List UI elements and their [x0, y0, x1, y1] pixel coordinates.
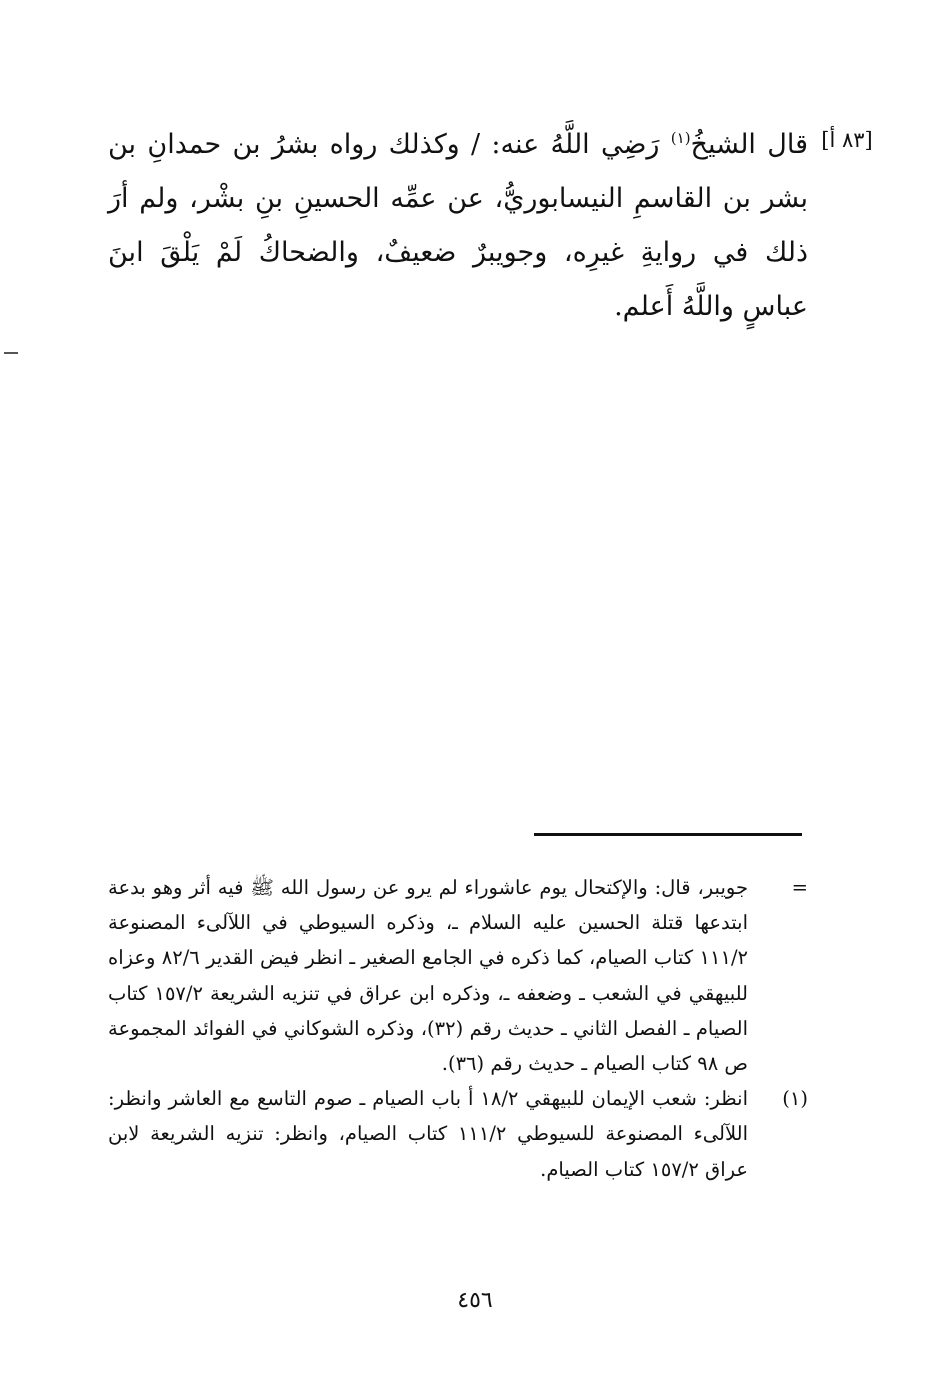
footnote-separator-rule — [534, 833, 802, 836]
footnote-continuation — [108, 870, 808, 1081]
main-text-rest: رَضِي اللَّهُ عنه: / وكذلك رواه بشرُ بن حمدانِ بن بشر بن القاسمِ النيسابوريُّ، عن عمِّه الحسينِ بنِ بشْر، ولم أرَ ذلك في روايةِ غيرِه، وجويبرٌ ضعيفٌ، والضحاكُ لَمْ يَلْقَ ابنَ عباسٍ واللَّهُ أَعلم. — [108, 129, 808, 322]
footnote-text: انظر: شعب الإيمان للبيهقي ١٨/٢ أ باب الصيام ـ صوم التاسع مع العاشر وانظر: اللآلىء المصنوعة للسيوطي ١١١/٢ كتاب الصيام، وانظر: تنزيه الشريعة لابن عراق ١٥٧/٢ كتاب الصيام. — [108, 1087, 748, 1181]
page-number: ٤٥٦ — [457, 1288, 493, 1313]
scan-speck — [4, 352, 18, 354]
footnote-mark: (١) — [782, 1087, 808, 1111]
footnotes-section — [108, 870, 808, 1187]
main-text-paragraph — [108, 118, 808, 334]
footnote-mark: = — [791, 876, 808, 899]
footnote-reference-marker: (١) — [670, 129, 691, 147]
margin-folio-reference: [٨٣ أ] — [821, 128, 873, 152]
footnote-text: جويبر، قال: والإكتحال يوم عاشوراء لم يرو عن رسول الله ﷺ فيه أثر وهو بدعة ابتدعها قتلة الحسين عليه السلام ـ، وذكره السيوطي في اللآلىء المصنوعة ١١١/٢ كتاب الصيام، كما ذكره في الجامع الصغير ـ انظر فيض القدير ٨٢/٦ وعزاه للبيهقي في الشعب ـ وضعفه ـ، وذكره ابن عراق في تنزيه الشريعة ١٥٧/٢ كتاب الصيام ـ الفصل الثاني ـ حديث رقم (٣٢)، وذكره الشوكاني في الفوائد المجموعة ص ٩٨ كتاب الصيام ـ حديث رقم (٣٦). — [108, 876, 748, 1076]
main-text-start: قال الشيخُ — [690, 129, 808, 160]
footnote-1 — [108, 1081, 808, 1187]
